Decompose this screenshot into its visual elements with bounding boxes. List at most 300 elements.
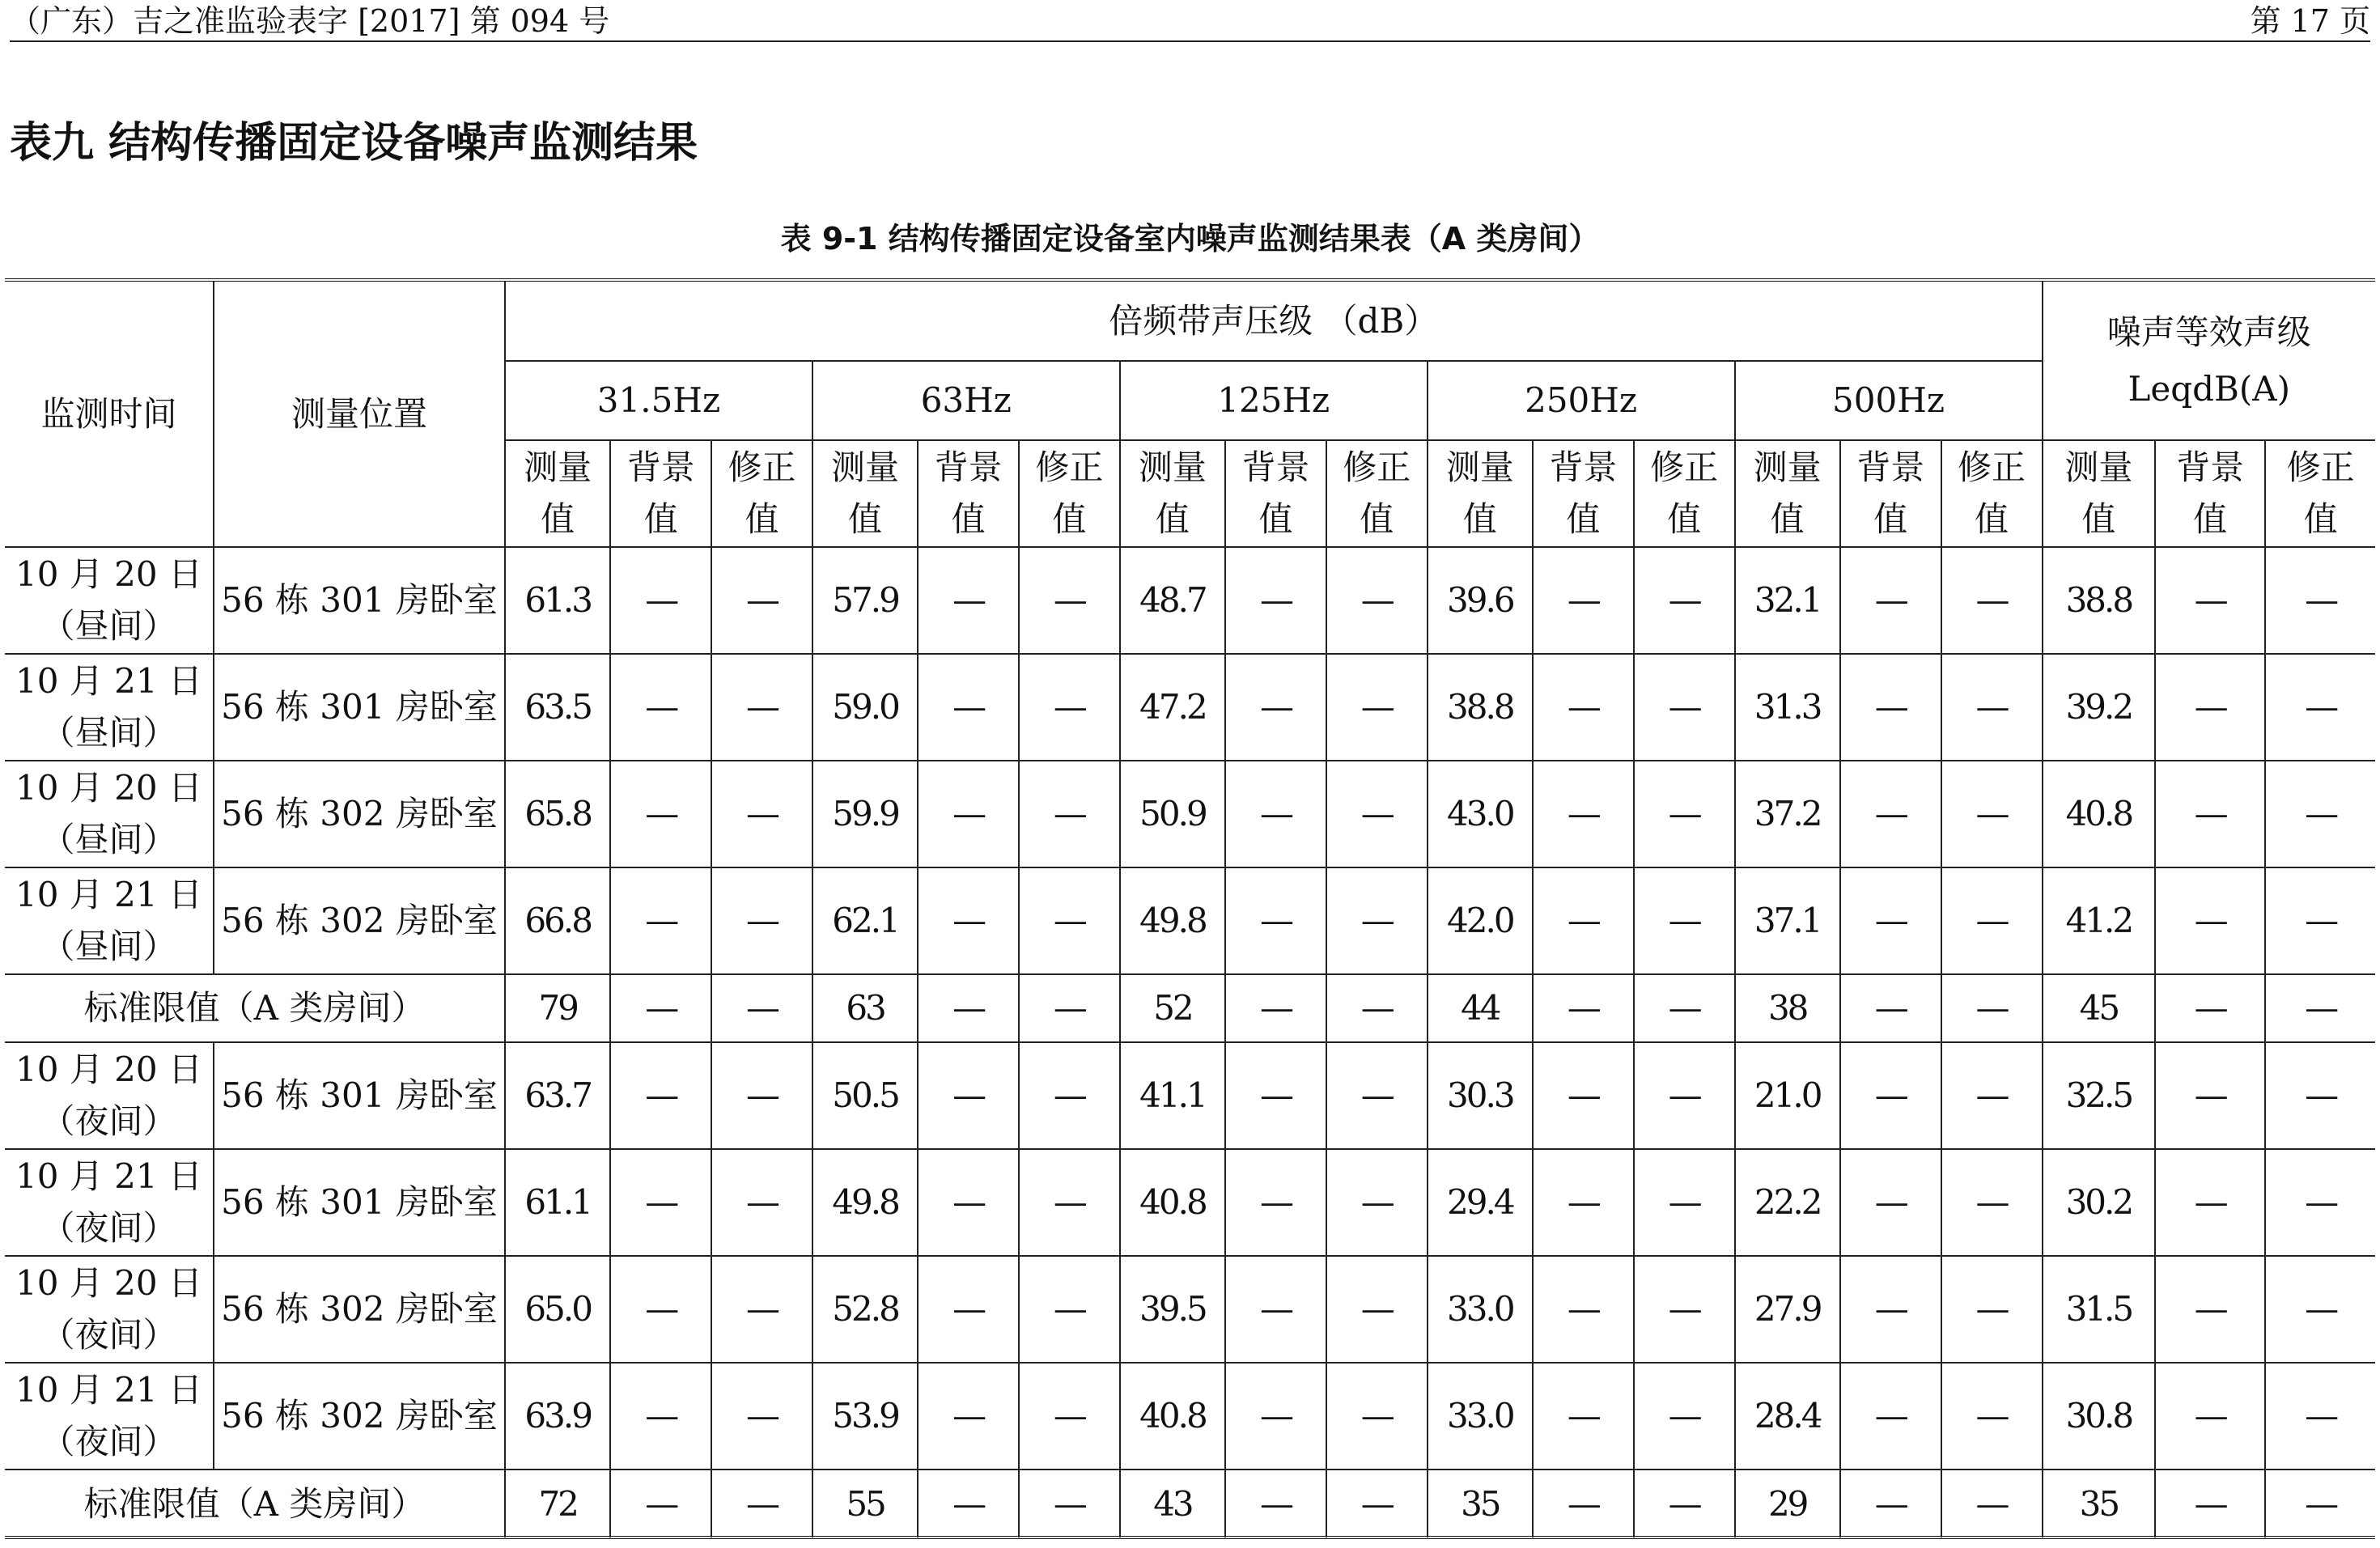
- cell-value: —: [1533, 1042, 1634, 1149]
- cell-value: —: [918, 867, 1019, 974]
- cell-value: —: [1941, 1042, 2043, 1149]
- cell-value: —: [1840, 1256, 1941, 1363]
- cell-value: —: [1019, 654, 1120, 761]
- cell-value: 35: [1428, 1470, 1533, 1537]
- cell-value: —: [610, 761, 711, 867]
- cell-value: —: [711, 1256, 812, 1363]
- table-row: [5, 547, 2375, 654]
- group-header-leq-line1: 噪声等效声级: [2106, 312, 2311, 352]
- cell-time: [5, 1149, 214, 1256]
- cell-value: —: [1634, 1470, 1735, 1537]
- sub-header-line2: 值: [951, 499, 986, 539]
- cell-value: —: [1533, 654, 1634, 761]
- freq-header: [1735, 361, 2043, 440]
- table-row: [5, 1149, 2375, 1256]
- cell-location-text: 56 栋 301 房卧室: [221, 1182, 498, 1222]
- cell-time: [5, 1256, 214, 1363]
- cell-value: —: [1634, 974, 1735, 1042]
- cell-value: —: [918, 761, 1019, 867]
- cell-value: —: [1326, 1470, 1428, 1537]
- table-row: [5, 1256, 2375, 1363]
- cell-period: （昼间）: [40, 927, 177, 966]
- sub-header: [1735, 440, 1840, 547]
- cell-value: 29: [1735, 1470, 1840, 1537]
- sub-header: [1941, 440, 2043, 547]
- cell-value: —: [1941, 1256, 2043, 1363]
- sub-header-line1: 修正: [1650, 447, 1719, 487]
- cell-value: —: [2265, 974, 2375, 1042]
- cell-value: 41.1: [1120, 1042, 1225, 1149]
- cell-value: 39.5: [1120, 1256, 1225, 1363]
- sub-header-line1: 测量: [1138, 447, 1207, 487]
- cell-date: 10 月 21 日: [15, 661, 202, 701]
- cell-value: —: [711, 974, 812, 1042]
- sub-header: [1428, 440, 1533, 547]
- sub-header: [1533, 440, 1634, 547]
- cell-value: —: [1326, 1363, 1428, 1470]
- cell-value: —: [610, 1470, 711, 1537]
- cell-value: 39.2: [2043, 654, 2156, 761]
- cell-value: —: [1019, 547, 1120, 654]
- section-title: 表九 结构传播固定设备噪声监测结果: [10, 119, 698, 168]
- cell-date: 10 月 21 日: [15, 875, 202, 914]
- cell-value: —: [1634, 1256, 1735, 1363]
- cell-value: 43: [1120, 1470, 1225, 1537]
- cell-value: 38.8: [2043, 547, 2156, 654]
- col-header-time-label: 监测时间: [40, 393, 177, 434]
- cell-value: —: [1326, 1149, 1428, 1256]
- cell-value: 63: [812, 974, 918, 1042]
- cell-date: 10 月 20 日: [15, 768, 202, 808]
- cell-value: —: [1225, 867, 1326, 974]
- cell-date: 10 月 21 日: [15, 1370, 202, 1410]
- cell-value: 50.5: [812, 1042, 918, 1149]
- cell-value: 40.8: [1120, 1149, 1225, 1256]
- cell-value: 28.4: [1735, 1363, 1840, 1470]
- sub-header-line1: 背景: [2176, 447, 2245, 487]
- cell-value: —: [2155, 761, 2265, 867]
- sub-header-line1: 修正: [728, 447, 796, 487]
- cell-value: 38: [1735, 974, 1840, 1042]
- cell-value: —: [1019, 761, 1120, 867]
- cell-value: 41.2: [2043, 867, 2156, 974]
- cell-value: —: [1941, 547, 2043, 654]
- results-table-frame: [5, 278, 2375, 1539]
- cell-value: —: [1634, 1042, 1735, 1149]
- cell-value: —: [1225, 1470, 1326, 1537]
- cell-value: 33.0: [1428, 1363, 1533, 1470]
- sub-header-line1: 修正: [1958, 447, 2026, 487]
- cell-value: —: [1019, 867, 1120, 974]
- sub-header-line2: 值: [541, 499, 575, 539]
- cell-value: —: [1533, 867, 1634, 974]
- cell-value: —: [711, 1042, 812, 1149]
- cell-value: —: [2265, 654, 2375, 761]
- cell-location: [214, 761, 505, 867]
- cell-value: —: [918, 654, 1019, 761]
- freq-header-label: 125Hz: [1217, 380, 1330, 420]
- sub-header: [1840, 440, 1941, 547]
- limit-row: [5, 1470, 2375, 1537]
- sub-header-line1: 测量: [831, 447, 900, 487]
- cell-value: —: [1019, 1363, 1120, 1470]
- cell-location: [214, 654, 505, 761]
- sub-header-line2: 值: [2193, 499, 2228, 539]
- cell-location: [214, 867, 505, 974]
- cell-value: —: [2265, 1470, 2375, 1537]
- cell-value: —: [1533, 974, 1634, 1042]
- cell-location-text: 56 栋 301 房卧室: [221, 580, 498, 620]
- sub-header-line1: 修正: [2286, 447, 2355, 487]
- cell-value: —: [1941, 867, 2043, 974]
- cell-value: 61.1: [505, 1149, 610, 1256]
- cell-value: —: [1326, 1256, 1428, 1363]
- sub-header-line2: 值: [1052, 499, 1087, 539]
- cell-value: —: [2155, 1363, 2265, 1470]
- sub-header: [918, 440, 1019, 547]
- cell-value: 55: [812, 1470, 918, 1537]
- cell-value: —: [1941, 654, 2043, 761]
- sub-header-line2: 值: [1155, 499, 1190, 539]
- cell-location: [214, 547, 505, 654]
- cell-value: —: [2265, 1363, 2375, 1470]
- cell-value: —: [610, 1256, 711, 1363]
- cell-value: 45: [2043, 974, 2156, 1042]
- cell-value: —: [1840, 1042, 1941, 1149]
- cell-value: —: [711, 867, 812, 974]
- sub-header-line1: 背景: [934, 447, 1003, 487]
- sub-header-line1: 背景: [1856, 447, 1925, 487]
- cell-location: [214, 1363, 505, 1470]
- cell-value: —: [1225, 1363, 1326, 1470]
- cell-value: 47.2: [1120, 654, 1225, 761]
- cell-value: —: [1225, 974, 1326, 1042]
- cell-value: —: [1225, 761, 1326, 867]
- cell-value: —: [1941, 1149, 2043, 1256]
- cell-value: —: [1019, 974, 1120, 1042]
- table-row: [5, 1042, 2375, 1149]
- cell-value: 22.2: [1735, 1149, 1840, 1256]
- cell-value: 40.8: [1120, 1363, 1225, 1470]
- sub-header: [2265, 440, 2375, 547]
- cell-value: 39.6: [1428, 547, 1533, 654]
- cell-time: [5, 867, 214, 974]
- cell-value: 79: [505, 974, 610, 1042]
- cell-value: —: [1840, 1363, 1941, 1470]
- cell-value: 30.8: [2043, 1363, 2156, 1470]
- cell-value: 52.8: [812, 1256, 918, 1363]
- freq-header-label: 500Hz: [1832, 380, 1945, 420]
- sub-header: [2043, 440, 2156, 547]
- sub-header: [711, 440, 812, 547]
- cell-value: —: [1019, 1149, 1120, 1256]
- limit-label-text: 标准限值（A 类房间）: [83, 1483, 426, 1524]
- freq-header-label: 31.5Hz: [596, 380, 721, 420]
- cell-value: 38.8: [1428, 654, 1533, 761]
- cell-period: （夜间）: [40, 1101, 177, 1141]
- cell-value: —: [1533, 547, 1634, 654]
- cell-value: —: [711, 547, 812, 654]
- cell-value: —: [711, 1149, 812, 1256]
- table-row: [5, 761, 2375, 867]
- cell-value: —: [2155, 547, 2265, 654]
- sub-header-line2: 值: [643, 499, 678, 539]
- group-header-octave: [505, 282, 2043, 361]
- cell-value: —: [1533, 1149, 1634, 1256]
- sub-header-line2: 值: [1258, 499, 1293, 539]
- sub-header-line2: 值: [1462, 499, 1497, 539]
- group-header-octave-label: 倍频带声压级 （dB）: [1109, 300, 1439, 341]
- sub-header-line1: 修正: [1035, 447, 1104, 487]
- cell-value: —: [2265, 761, 2375, 867]
- table-row: [5, 1363, 2375, 1470]
- sub-header: [2155, 440, 2265, 547]
- sub-header: [812, 440, 918, 547]
- cell-value: 57.9: [812, 547, 918, 654]
- cell-value: 35: [2043, 1470, 2156, 1537]
- cell-value: —: [1225, 654, 1326, 761]
- cell-value: —: [1533, 1256, 1634, 1363]
- cell-value: —: [711, 654, 812, 761]
- cell-location-text: 56 栋 302 房卧室: [221, 794, 498, 833]
- sub-header: [505, 440, 610, 547]
- cell-value: —: [1225, 547, 1326, 654]
- cell-period: （夜间）: [40, 1315, 177, 1355]
- cell-value: —: [1533, 761, 1634, 867]
- sub-header-line1: 修正: [1343, 447, 1411, 487]
- cell-value: —: [918, 1363, 1019, 1470]
- cell-value: —: [1941, 1363, 2043, 1470]
- cell-value: 44: [1428, 974, 1533, 1042]
- cell-value: —: [1533, 1470, 1634, 1537]
- cell-value: 65.8: [505, 761, 610, 867]
- cell-value: —: [711, 761, 812, 867]
- cell-value: —: [1326, 547, 1428, 654]
- sub-header-line2: 值: [2081, 499, 2116, 539]
- freq-header-label: 250Hz: [1525, 380, 1638, 420]
- cell-value: 63.9: [505, 1363, 610, 1470]
- table-row: [5, 867, 2375, 974]
- limit-label: [5, 974, 505, 1042]
- cell-value: —: [1326, 654, 1428, 761]
- group-header-leq: [2043, 282, 2376, 440]
- cell-value: —: [1634, 761, 1735, 867]
- group-header-leq-line2: LeqdB(A): [2128, 368, 2291, 409]
- cell-value: —: [711, 1470, 812, 1537]
- cell-value: —: [2265, 1042, 2375, 1149]
- cell-value: —: [918, 547, 1019, 654]
- cell-value: —: [1634, 1149, 1735, 1256]
- cell-value: 33.0: [1428, 1256, 1533, 1363]
- cell-value: —: [2155, 1256, 2265, 1363]
- cell-value: —: [610, 974, 711, 1042]
- cell-value: 32.5: [2043, 1042, 2156, 1149]
- cell-value: —: [918, 1149, 1019, 1256]
- cell-value: —: [1326, 867, 1428, 974]
- cell-period: （夜间）: [40, 1208, 177, 1248]
- cell-value: —: [1840, 1470, 1941, 1537]
- col-header-location-label: 测量位置: [291, 393, 427, 434]
- cell-value: —: [1326, 1042, 1428, 1149]
- cell-location: [214, 1256, 505, 1363]
- cell-value: —: [1634, 1363, 1735, 1470]
- cell-value: —: [918, 1042, 1019, 1149]
- cell-value: 21.0: [1735, 1042, 1840, 1149]
- cell-value: —: [1941, 974, 2043, 1042]
- sub-header-line2: 值: [1975, 499, 2009, 539]
- cell-location: [214, 1149, 505, 1256]
- cell-date: 10 月 20 日: [15, 1050, 202, 1089]
- cell-value: —: [1941, 1470, 2043, 1537]
- cell-value: —: [610, 1363, 711, 1470]
- cell-value: 30.3: [1428, 1042, 1533, 1149]
- cell-value: 42.0: [1428, 867, 1533, 974]
- cell-date: 10 月 20 日: [15, 554, 202, 594]
- cell-value: —: [711, 1363, 812, 1470]
- cell-value: 29.4: [1428, 1149, 1533, 1256]
- cell-location-text: 56 栋 301 房卧室: [221, 1075, 498, 1115]
- cell-value: 59.9: [812, 761, 918, 867]
- results-table: [5, 282, 2375, 1537]
- cell-value: —: [1840, 974, 1941, 1042]
- cell-value: —: [918, 974, 1019, 1042]
- cell-date: 10 月 20 日: [15, 1263, 202, 1303]
- cell-value: 52: [1120, 974, 1225, 1042]
- cell-value: —: [1840, 867, 1941, 974]
- cell-value: —: [918, 1470, 1019, 1537]
- cell-period: （昼间）: [40, 606, 177, 646]
- table-caption: 表 9-1 结构传播固定设备室内噪声监测结果表（A 类房间）: [780, 221, 1600, 257]
- cell-value: 53.9: [812, 1363, 918, 1470]
- cell-location-text: 56 栋 302 房卧室: [221, 1396, 498, 1436]
- cell-value: 72: [505, 1470, 610, 1537]
- sub-header-line1: 测量: [1445, 447, 1514, 487]
- cell-value: 59.0: [812, 654, 918, 761]
- cell-value: —: [610, 1149, 711, 1256]
- cell-value: —: [610, 654, 711, 761]
- sub-header-line1: 测量: [1753, 447, 1822, 487]
- table-row: [5, 654, 2375, 761]
- cell-value: 63.7: [505, 1042, 610, 1149]
- freq-header: [1428, 361, 1735, 440]
- cell-value: —: [918, 1256, 1019, 1363]
- sub-header-line2: 值: [745, 499, 779, 539]
- cell-time: [5, 1042, 214, 1149]
- col-header-time: [5, 282, 214, 547]
- cell-value: —: [1840, 1149, 1941, 1256]
- limit-label: [5, 1470, 505, 1537]
- cell-value: —: [2265, 547, 2375, 654]
- cell-time: [5, 547, 214, 654]
- sub-header-line2: 值: [1770, 499, 1805, 539]
- cell-value: —: [610, 1042, 711, 1149]
- cell-value: 31.3: [1735, 654, 1840, 761]
- cell-value: —: [1326, 761, 1428, 867]
- cell-value: 49.8: [1120, 867, 1225, 974]
- sub-header-line2: 值: [1566, 499, 1601, 539]
- cell-location-text: 56 栋 302 房卧室: [221, 901, 498, 940]
- sub-header: [1326, 440, 1428, 547]
- cell-date: 10 月 21 日: [15, 1156, 202, 1196]
- cell-value: —: [2155, 1149, 2265, 1256]
- cell-location-text: 56 栋 301 房卧室: [221, 687, 498, 727]
- cell-value: —: [1840, 547, 1941, 654]
- freq-header: [812, 361, 1120, 440]
- cell-value: —: [1634, 547, 1735, 654]
- cell-value: 40.8: [2043, 761, 2156, 867]
- cell-value: 61.3: [505, 547, 610, 654]
- cell-value: —: [1019, 1042, 1120, 1149]
- cell-value: —: [1019, 1470, 1120, 1537]
- cell-value: —: [2155, 867, 2265, 974]
- cell-value: —: [1634, 867, 1735, 974]
- cell-value: —: [2265, 867, 2375, 974]
- freq-header: [505, 361, 812, 440]
- cell-value: 62.1: [812, 867, 918, 974]
- sub-header: [1634, 440, 1735, 547]
- cell-value: —: [1019, 1256, 1120, 1363]
- header-row-1: [5, 282, 2375, 361]
- sub-header-line1: 背景: [1549, 447, 1618, 487]
- limit-row: [5, 974, 2375, 1042]
- cell-value: 48.7: [1120, 547, 1225, 654]
- cell-value: —: [1533, 1363, 1634, 1470]
- sub-header-line1: 测量: [2064, 447, 2133, 487]
- cell-value: 43.0: [1428, 761, 1533, 867]
- cell-value: —: [1326, 974, 1428, 1042]
- cell-value: —: [2155, 1042, 2265, 1149]
- sub-header: [1225, 440, 1326, 547]
- cell-value: 65.0: [505, 1256, 610, 1363]
- cell-value: 31.5: [2043, 1256, 2156, 1363]
- cell-value: —: [1225, 1042, 1326, 1149]
- cell-value: —: [2155, 1470, 2265, 1537]
- cell-value: —: [1225, 1256, 1326, 1363]
- cell-value: 49.8: [812, 1149, 918, 1256]
- cell-value: —: [1634, 654, 1735, 761]
- cell-value: —: [2155, 974, 2265, 1042]
- cell-value: —: [2265, 1256, 2375, 1363]
- sub-header-line1: 背景: [626, 447, 695, 487]
- page-number: 第 17 页: [2250, 3, 2370, 39]
- cell-value: 37.2: [1735, 761, 1840, 867]
- sub-header-line2: 值: [1873, 499, 1908, 539]
- cell-time: [5, 761, 214, 867]
- cell-period: （夜间）: [40, 1422, 177, 1461]
- cell-value: —: [1225, 1149, 1326, 1256]
- freq-header: [1120, 361, 1428, 440]
- cell-value: 63.5: [505, 654, 610, 761]
- cell-value: 30.2: [2043, 1149, 2156, 1256]
- cell-value: —: [610, 867, 711, 974]
- cell-time: [5, 654, 214, 761]
- cell-value: —: [1941, 761, 2043, 867]
- sub-header: [1120, 440, 1225, 547]
- cell-value: 66.8: [505, 867, 610, 974]
- cell-value: 32.1: [1735, 547, 1840, 654]
- sub-header-line2: 值: [1360, 499, 1394, 539]
- cell-location-text: 56 栋 302 房卧室: [221, 1289, 498, 1329]
- sub-header-line1: 测量: [524, 447, 592, 487]
- cell-value: —: [1840, 654, 1941, 761]
- cell-period: （昼间）: [40, 713, 177, 753]
- col-header-location: [214, 282, 505, 547]
- cell-value: —: [1840, 761, 1941, 867]
- cell-time: [5, 1363, 214, 1470]
- cell-value: —: [2155, 654, 2265, 761]
- sub-header-line2: 值: [2303, 499, 2338, 539]
- cell-value: —: [2265, 1149, 2375, 1256]
